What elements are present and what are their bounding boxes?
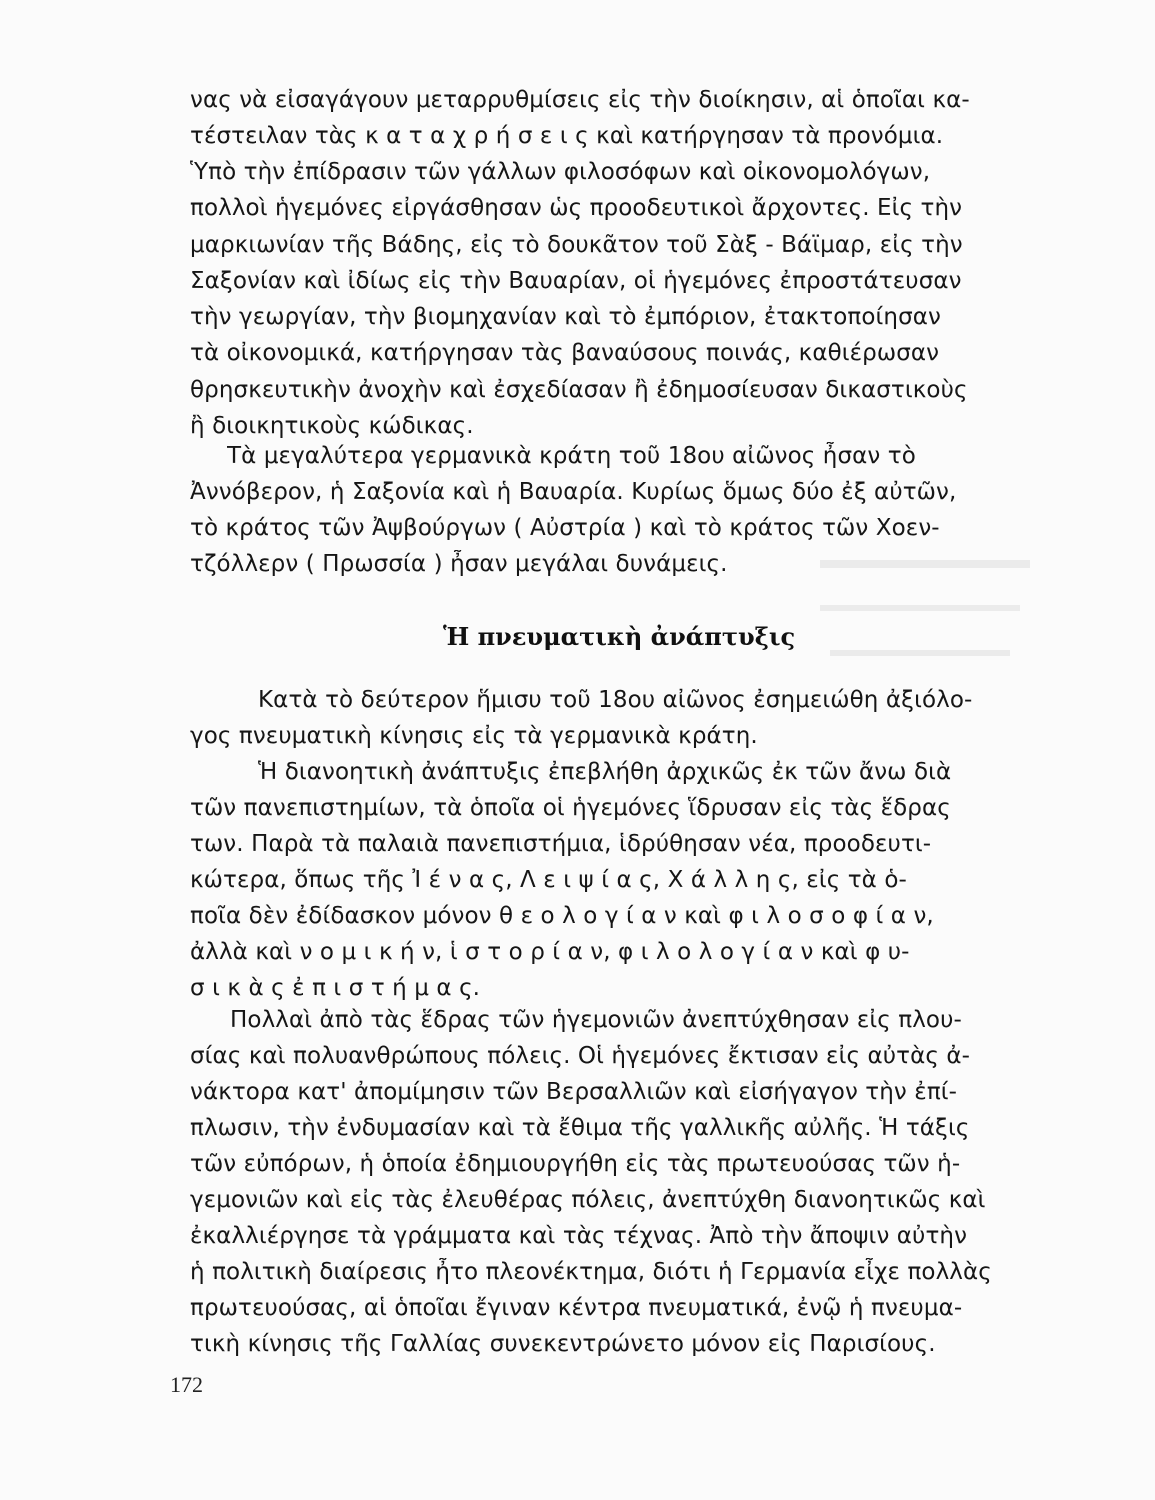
text-line: ποῖα δὲν ἐδίδασκον μόνον θ ε ο λ ο γ ί α ν καὶ φ ι λ ο σ ο φ ί α ν,	[190, 903, 934, 929]
text-line: θρησκευτικὴν ἀνοχὴν καὶ ἐσχεδίασαν ἢ ἐδημοσίευσαν δικαστικοὺς	[190, 377, 968, 403]
text-line: κώτερα, ὅπως τῆς Ἰ έ ν α ς, Λ ε ι ψ ί α ς, Χ ά λ λ η ς, εἰς τὰ ὁ-	[190, 867, 907, 893]
text-line: των. Παρὰ τὰ παλαιὰ πανεπιστήμια, ἱδρύθησαν νέα, προοδευτι-	[190, 831, 932, 857]
text-line: μαρκιωνίαν τῆς Βάδης, εἰς τὸ δουκᾶτον τοῦ Σὰξ - Βάϊμαρ, εἰς τὴν	[190, 232, 963, 258]
text-line: σίας καὶ πολυανθρώπους πόλεις. Οἱ ἡγεμόνες ἔκτισαν εἰς αὐτὰς ἀ-	[190, 1043, 971, 1069]
text-line: Ὑπὸ τὴν ἐπίδρασιν τῶν γάλλων φιλοσόφων καὶ οἰκονομολόγων,	[190, 159, 931, 185]
text-line: τὴν γεωργίαν, τὴν βιομηχανίαν καὶ τὸ ἐμπόριον, ἐτακτοποίησαν	[190, 304, 941, 330]
text-line: τῶν πανεπιστημίων, τὰ ὁποῖα οἱ ἡγεμόνες ἵδρυσαν εἰς τὰς ἕδρας	[190, 795, 951, 821]
text-line: Τὰ μεγαλύτερα γερμανικὰ κράτη τοῦ 18ου αἰῶνος ἦσαν τὸ	[227, 443, 916, 469]
text-line: τὰ οἰκονομικά, κατήργησαν τὰς βαναύσους ποινάς, καθιέρωσαν	[190, 340, 940, 366]
text-line: ἀλλὰ καὶ ν ο μ ι κ ή ν, ἱ σ τ ο ρ ί α ν, φ ι λ ο λ ο γ ί α ν καὶ φ υ-	[190, 939, 910, 965]
text-line: πρωτευούσας, αἱ ὁποῖαι ἔγιναν κέντρα πνευματικά, ἐνῷ ἡ πνευμα-	[190, 1295, 963, 1321]
text-line: γεμονιῶν καὶ εἰς τὰς ἐλευθέρας πόλεις, ἀνεπτύχθη διανοητικῶς καὶ	[190, 1187, 986, 1213]
text-line: Σαξονίαν καὶ ἰδίως εἰς τὴν Βαυαρίαν, οἱ ἡγεμόνες ἐπροστάτευσαν	[190, 268, 962, 294]
text-line: πολλοὶ ἡγεμόνες εἰργάσθησαν ὡς προοδευτικοὶ ἄρχοντες. Εἰς τὴν	[190, 195, 963, 221]
section-heading: Ἡ πνευματικὴ ἀνάπτυξις	[443, 622, 796, 651]
text-line: Κατὰ τὸ δεύτερον ἥμισυ τοῦ 18ου αἰῶνος ἐσημειώθη ἀξιόλο-	[258, 687, 973, 713]
text-line: νάκτορα κατ' ἀπομίμησιν τῶν Βερσαλλιῶν καὶ εἰσήγαγον τὴν ἐπί-	[190, 1079, 958, 1105]
text-line: ἡ πολιτικὴ διαίρεσις ἦτο πλεονέκτημα, διότι ἡ Γερμανία εἶχε πολλὰς	[190, 1259, 992, 1285]
text-line: ἐκαλλιέργησε τὰ γράμματα καὶ τὰς τέχνας. Ἀπὸ τὴν ἄποψιν αὐτὴν	[190, 1223, 968, 1249]
text-line: τὸ κράτος τῶν Ἀψβούργων ( Αὐστρία ) καὶ τὸ κράτος τῶν Χοεν-	[190, 515, 940, 541]
text-line: νας νὰ εἰσαγάγουν μεταρρυθμίσεις εἰς τὴν διοίκησιν, αἱ ὁποῖαι κα-	[190, 87, 970, 113]
bleed-through-mark	[820, 605, 1020, 611]
page-number: 172	[170, 1372, 203, 1397]
text-line: Πολλαὶ ἀπὸ τὰς ἕδρας τῶν ἡγεμονιῶν ἀνεπτύχθησαν εἰς πλου-	[230, 1007, 962, 1033]
bleed-through-mark	[830, 650, 1010, 656]
text-line: Ἀννόβερον, ἡ Σαξονία καὶ ἡ Βαυαρία. Κυρίως ὅμως δύο ἐξ αὐτῶν,	[190, 479, 957, 505]
text-line: τικὴ κίνησις τῆς Γαλλίας συνεκεντρώνετο μόνον εἰς Παρισίους.	[190, 1331, 936, 1357]
text-line: τέστειλαν τὰς κ α τ α χ ρ ή σ ε ι ς καὶ κατήργησαν τὰ προνόμια.	[190, 123, 944, 149]
text-line: σ ι κ ὰ ς ἐ π ι σ τ ή μ α ς.	[190, 975, 481, 1001]
text-line: πλωσιν, τὴν ἐνδυμασίαν καὶ τὰ ἔθιμα τῆς γαλλικῆς αὐλῆς. Ἡ τάξις	[190, 1115, 970, 1141]
text-line: Ἡ διανοητικὴ ἀνάπτυξις ἐπεβλήθη ἀρχικῶς ἐκ τῶν ἄνω διὰ	[258, 759, 952, 785]
text-line: τζόλλερν ( Πρωσσία ) ἦσαν μεγάλαι δυνάμεις.	[190, 551, 728, 577]
text-line: ἢ διοικητικοὺς κώδικας.	[190, 413, 474, 439]
text-line: τῶν εὐπόρων, ἡ ὁποία ἐδημιουργήθη εἰς τὰς πρωτευούσας τῶν ἡ-	[190, 1151, 961, 1177]
text-line: γος πνευματικὴ κίνησις εἰς τὰ γερμανικὰ κράτη.	[190, 723, 758, 749]
